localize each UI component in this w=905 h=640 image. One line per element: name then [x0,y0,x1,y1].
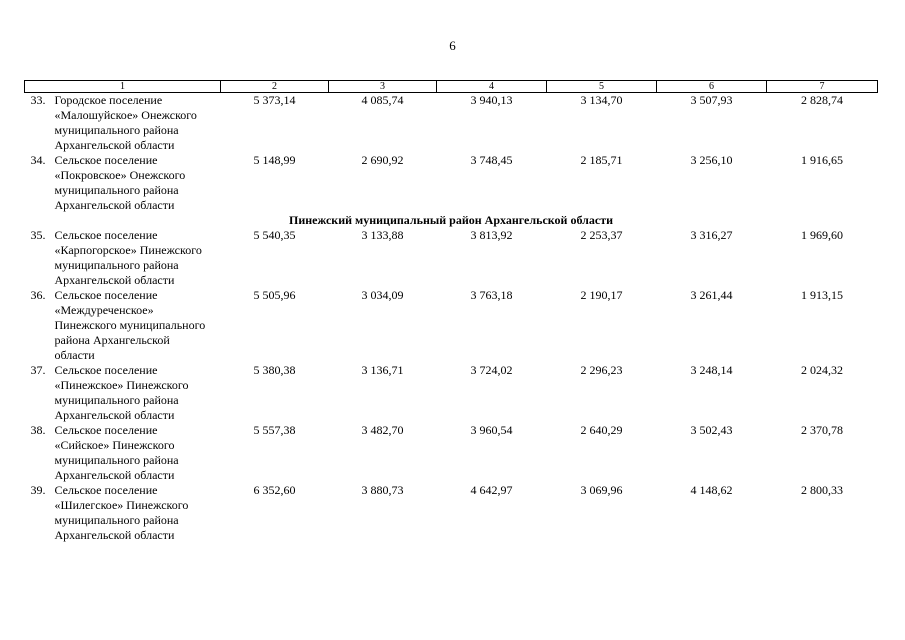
row-number: 38. [30,423,46,437]
value-cell-col-6: 3 261,44 [690,288,733,302]
settlement-name-line: Архангельской области [54,528,175,542]
value-cell-col-7: 1 913,15 [801,288,843,302]
value-cell-col-2: 5 148,99 [253,153,296,167]
settlement-name-line: муниципального района [54,183,179,197]
value-cell-col-4: 3 724,02 [470,363,513,377]
value-cell-col-4: 3 813,92 [470,228,513,242]
settlement-name-line: Архангельской области [54,198,175,212]
settlement-name-line: Городское поселение [54,93,163,107]
value-cell-col-3: 3 136,71 [361,363,404,377]
value-cell-col-4: 3 940,13 [470,93,513,107]
value-cell-col-4: 3 748,45 [470,153,513,167]
value-cell-col-3: 3 133,88 [361,228,404,242]
settlement-name-line: Архангельской области [54,138,175,152]
value-cell-col-3: 3 034,09 [361,288,404,302]
settlement-cell-wrap [25,228,221,288]
settlement-cell-wrap [25,93,221,153]
settlement-name-line: области [54,348,95,362]
value-cell-col-6: 3 248,14 [690,363,733,377]
data-table [24,80,878,543]
row-number: 36. [30,288,46,302]
header-col-3: 3 [329,81,437,93]
settlement-name-line: Сельское поселение [54,363,158,377]
settlement-name-line: «Междуреченское» [54,303,154,317]
table-row [25,483,878,543]
value-cell-col-7: 2 800,33 [801,483,843,497]
settlement-cell-wrap [25,423,221,483]
settlement-cell-wrap [25,288,221,363]
settlement-name-line: «Покровское» Онежского [54,168,186,182]
table-body [25,93,878,544]
settlement-cell [25,423,221,483]
value-cell-col-6: 3 256,10 [690,153,733,167]
value-cell-col-5: 2 296,23 [580,363,623,377]
value-cell-col-2: 6 352,60 [253,483,296,497]
value-cell-col-5: 3 134,70 [580,93,623,107]
value-cell-col-7: 2 024,32 [801,363,843,377]
value-cell-col-6: 4 148,62 [690,483,733,497]
value-cell-col-3: 2 690,92 [361,153,404,167]
settlement-name-line: Сельское поселение [54,288,158,302]
settlement-name-line: муниципального района [54,123,179,137]
table-row [25,228,878,288]
value-cell-col-6: 3 502,43 [690,423,733,437]
row-number: 34. [30,153,46,167]
header-col-1: 1 [25,81,221,93]
header-col-7: 7 [767,81,878,93]
value-cell-col-7: 1 916,65 [801,153,843,167]
value-cell-col-2: 5 557,38 [253,423,296,437]
value-cell-col-5: 2 190,17 [580,288,623,302]
value-cell-col-4: 3 763,18 [470,288,513,302]
settlement-cell [25,483,221,543]
settlement-name-line: муниципального района [54,513,179,527]
settlement-name [55,93,221,153]
value-cell-col-7: 2 370,78 [801,423,843,437]
value-cell-col-5: 3 069,96 [580,483,623,497]
value-cell-col-4: 3 960,54 [470,423,513,437]
section-row [25,213,878,228]
settlement-name-line: «Малошуйское» Онежского [54,108,197,122]
row-number: 39. [30,483,46,497]
settlement-name [55,288,221,363]
settlement-name [55,483,221,543]
row-number: 33. [30,93,46,107]
table-row [25,423,878,483]
settlement-name-line: «Карпогорское» Пинежского [54,243,202,257]
value-cell-col-7: 1 969,60 [801,228,843,242]
value-cell-col-5: 2 253,37 [580,228,623,242]
header-col-4: 4 [437,81,547,93]
settlement-name-line: Архангельской области [54,408,175,422]
settlement-name-line: Архангельской области [54,273,175,287]
value-cell-col-3: 3 880,73 [361,483,404,497]
table-row [25,153,878,213]
settlement-name [55,363,221,423]
settlement-name-line: Сельское поселение [54,153,158,167]
settlement-name [55,228,221,288]
value-cell-col-4: 4 642,97 [470,483,513,497]
settlement-cell [25,93,221,154]
header-row [25,81,878,93]
settlement-name-line: муниципального района [54,453,179,467]
settlement-name-line: Архангельской области [54,468,175,482]
value-cell-col-3: 3 482,70 [361,423,404,437]
settlement-cell [25,288,221,363]
settlement-name [55,153,221,213]
settlement-cell-wrap [25,363,221,423]
settlement-name-line: Пинежского муниципального [54,318,206,332]
value-cell-col-6: 3 316,27 [690,228,733,242]
page-number: 6 [449,38,456,53]
value-cell-col-6: 3 507,93 [690,93,733,107]
header-col-6: 6 [657,81,767,93]
header-col-5: 5 [547,81,657,93]
row-number: 37. [30,363,46,377]
table-row [25,288,878,363]
settlement-cell [25,228,221,288]
section-title: Пинежский муниципальный район Архангельской области [288,213,614,227]
settlement-name-line: Сельское поселение [54,423,158,437]
settlement-name-line: «Сийское» Пинежского [54,438,175,452]
table-row [25,363,878,423]
settlement-name-line: муниципального района [54,393,179,407]
settlement-name-line: «Шилегское» Пинежского [54,498,189,512]
value-cell-col-2: 5 380,38 [253,363,296,377]
value-cell-col-2: 5 505,96 [253,288,296,302]
settlement-cell-wrap [25,153,221,213]
value-cell-col-7: 2 828,74 [801,93,843,107]
settlement-name [55,423,221,483]
table-header [25,81,878,93]
header-col-2: 2 [221,81,329,93]
settlement-name-line: Сельское поселение [54,228,158,242]
settlement-cell-wrap [25,483,221,543]
settlement-name-line: «Пинежское» Пинежского [54,378,189,392]
settlement-name-line: муниципального района [54,258,179,272]
settlement-cell [25,153,221,213]
value-cell-col-5: 2 185,71 [580,153,623,167]
settlement-name-line: района Архангельской [54,333,170,347]
row-number: 35. [30,228,46,242]
value-cell-col-5: 2 640,29 [580,423,623,437]
value-cell-col-2: 5 540,35 [253,228,296,242]
settlement-cell [25,363,221,423]
value-cell-col-3: 4 085,74 [361,93,404,107]
table-row [25,93,878,154]
value-cell-col-2: 5 373,14 [253,93,296,107]
settlement-name-line: Сельское поселение [54,483,158,497]
